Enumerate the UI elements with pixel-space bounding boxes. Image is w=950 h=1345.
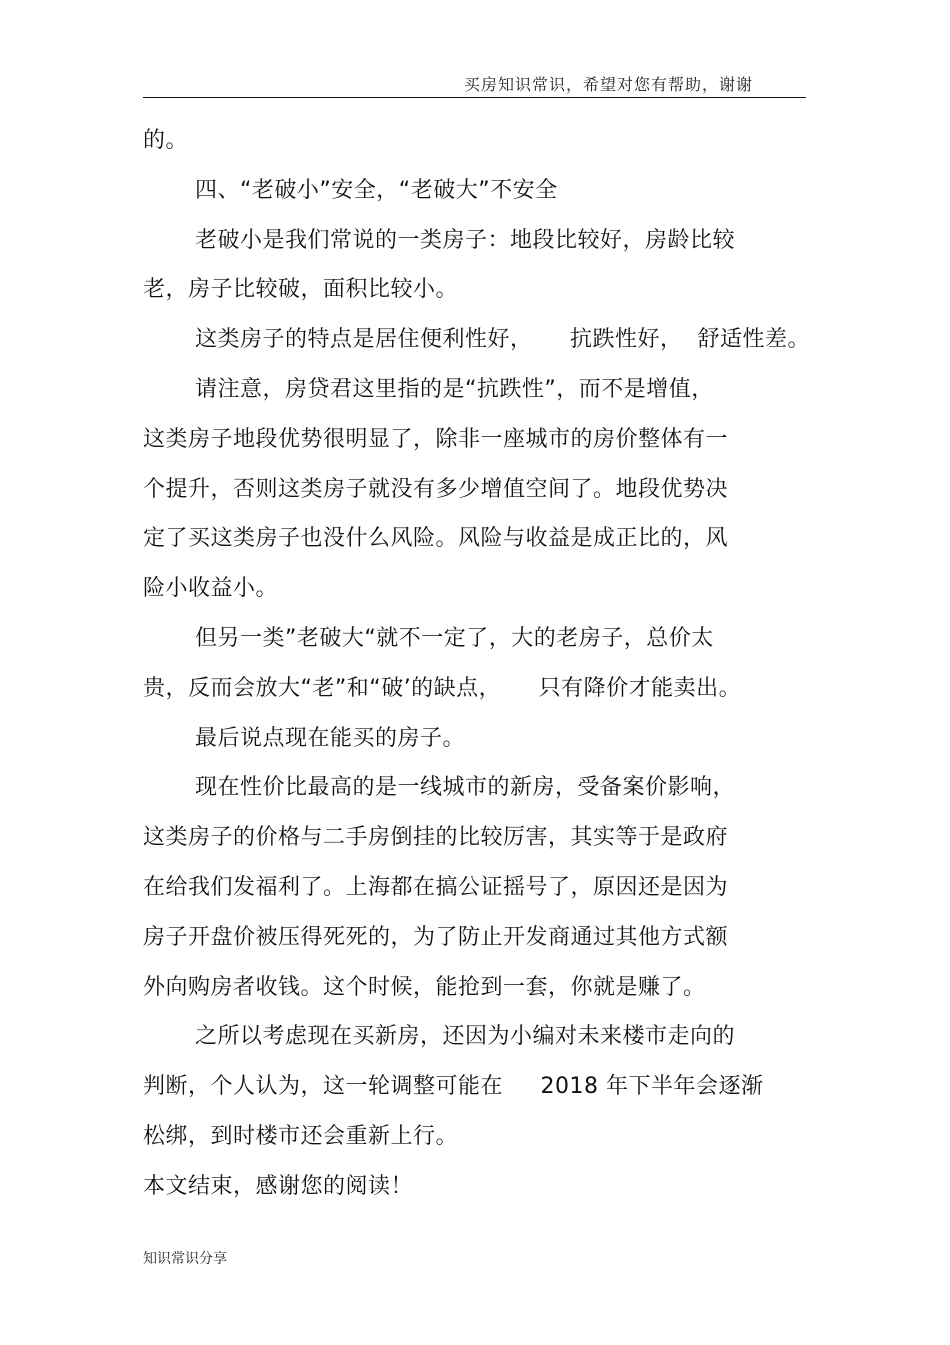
header-text: 买房知识常识，希望对您有帮助，谢谢 xyxy=(463,75,753,94)
text-line: 这类房子的特点是居住便利性好， 抗跌性好， 舒适性差。 xyxy=(195,327,810,352)
text-line: 之所以考虑现在买新房，还因为小编对未来楼市走向的 xyxy=(195,1024,736,1049)
text-line: 这类房子的价格与二手房倒挂的比较厉害，其实等于是政府 xyxy=(143,825,729,850)
text-line: 房子开盘价被压得死死的，为了防止开发商通过其他方式额 xyxy=(143,925,729,950)
text-line: 外向购房者收钱。这个时候，能抢到一套，你就是赚了。 xyxy=(143,975,706,1000)
text-line: 老破小是我们常说的一类房子：地段比较好，房龄比较 xyxy=(195,228,736,253)
text-line: 最后说点现在能买的房子。 xyxy=(195,726,466,751)
text-line: 这类房子地段优势很明显了，除非一座城市的房价整体有一 xyxy=(143,427,729,452)
text-line: 松绑，到时楼市还会重新上行。 xyxy=(143,1124,459,1149)
text-line: 现在性价比最高的是一线城市的新房，受备案价影响， xyxy=(195,775,736,800)
text-line: 个提升，否则这类房子就没有多少增值空间了。地段优势决 xyxy=(143,477,729,502)
text-line: 但另一类”老破大“就不一定了，大的老房子，总价太 xyxy=(195,626,714,651)
text-line: 贵，反而会放大“老”和“破’的缺点， 只有降价才能卖出。 xyxy=(143,676,742,701)
page-footer: 知识常识分享 xyxy=(143,1251,227,1267)
text-line: 老，房子比较破，面积比较小。 xyxy=(143,277,459,302)
text-line: 本文结束，感谢您的阅读！ xyxy=(143,1174,414,1199)
header-rule xyxy=(143,97,806,98)
text-line: 险小收益小。 xyxy=(143,576,279,601)
text-line: 请注意，房贷君这里指的是“抗跌性”，而不是增值， xyxy=(195,377,714,402)
text-line: 定了买这类房子也没什么风险。风险与收益是成正比的，风 xyxy=(143,526,729,551)
text-line: 判断，个人认为，这一轮调整可能在 2018 年下半年会逐渐 xyxy=(143,1074,764,1099)
page-header xyxy=(143,72,805,95)
text-line: 在给我们发福利了。上海都在搞公证摇号了，原因还是因为 xyxy=(143,875,729,900)
text-line: 四、“老破小”安全，“老破大”不安全 xyxy=(195,178,558,203)
text-line: 的。 xyxy=(143,128,189,153)
